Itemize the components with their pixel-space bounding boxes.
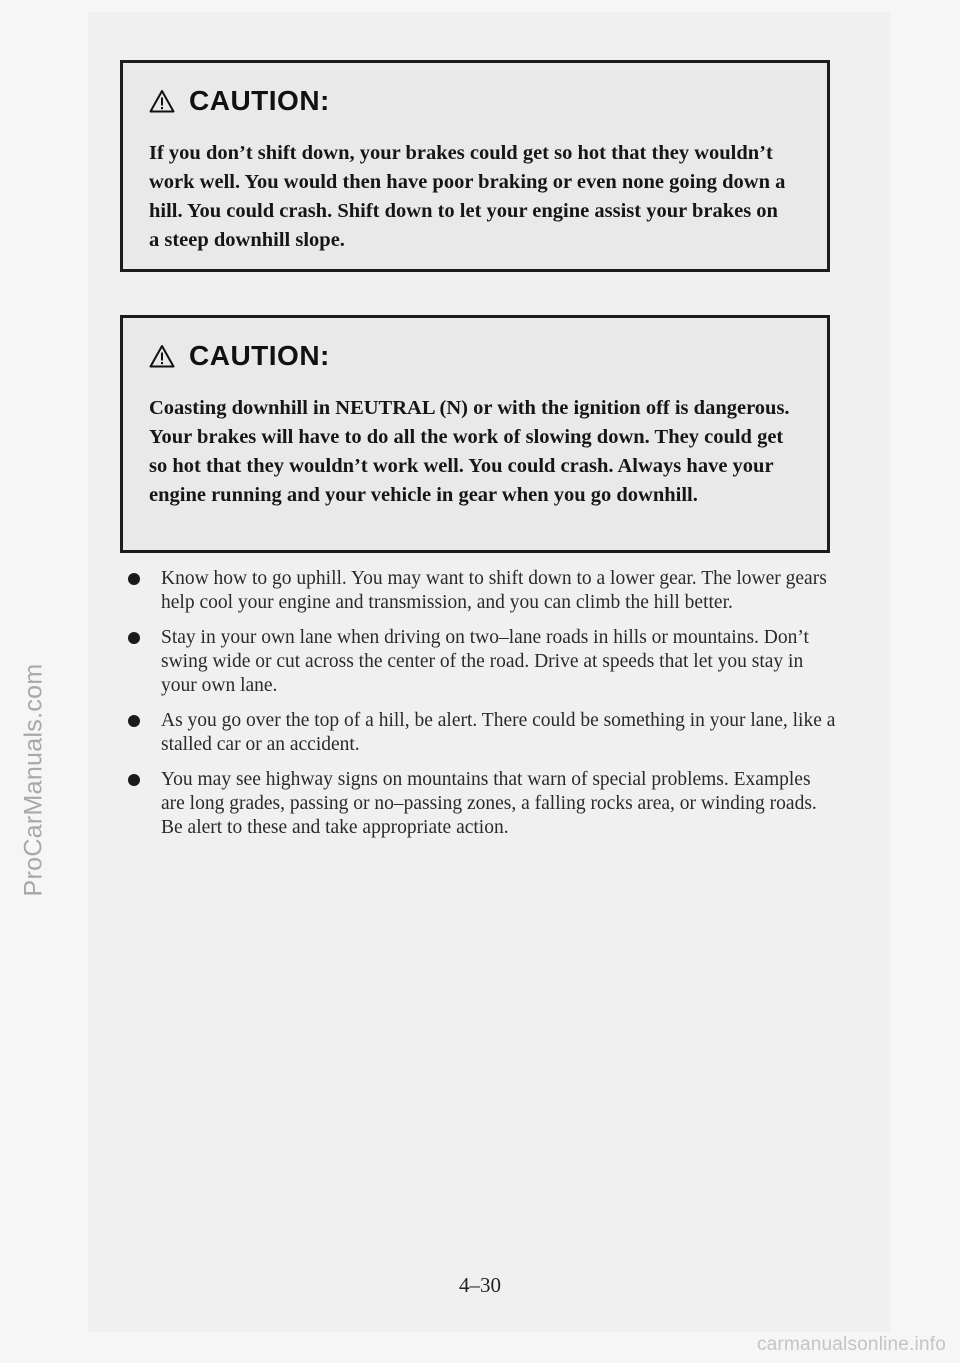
list-item — [128, 709, 838, 757]
bullet-icon — [128, 573, 140, 585]
list-item — [128, 626, 838, 698]
list-item-text: You may see highway signs on mountains that warn of special problems. Examples are long grades, passing or no–passing zones, a falling rocks area, or winding roads. Be alert to these and take appropriate action. — [161, 769, 817, 838]
caution-box-shift-down — [120, 60, 830, 272]
caution-text: Coasting downhill in NEUTRAL (N) or with the ignition off is dangerous. Your brakes will have to do all the work of slowing down. They could get so hot that they wouldn’t work well. You could crash. Always have your engine running and your vehicle in gear when you go downhill. — [149, 397, 790, 506]
side-watermark: ProCarManuals.com — [19, 663, 48, 897]
list-item — [128, 567, 838, 615]
caution-title: CAUTION: — [189, 85, 330, 116]
warning-triangle-icon — [149, 344, 175, 368]
bullet-icon — [128, 774, 140, 786]
list-item-text: As you go over the top of a hill, be alert. There could be something in your lane, like a stalled car or an accident. — [161, 710, 836, 755]
caution-header — [149, 340, 330, 372]
list-item-text: Know how to go uphill. You may want to shift down to a lower gear. The lower gears help cool your engine and transmission, and you can climb the hill better. — [161, 568, 827, 613]
warning-triangle-icon — [149, 89, 175, 113]
list-item-text: Stay in your own lane when driving on two–lane roads in hills or mountains. Don’t swing wide or cut across the center of the road. Drive at speeds that let you stay in your own lane. — [161, 627, 809, 696]
list-item — [128, 768, 838, 840]
caution-box-coasting — [120, 315, 830, 553]
bullet-icon — [128, 715, 140, 727]
footer-watermark: carmanualsonline.info — [756, 1334, 946, 1355]
caution-header — [149, 85, 330, 117]
bullet-icon — [128, 632, 140, 644]
page-number: 4–30 — [459, 1273, 501, 1297]
caution-text: If you don’t shift down, your brakes could get so hot that they wouldn’t work well. You would then have poor braking or even none going down a hill. You could crash. Shift down to let your engine assist your brakes on a steep downhill slope. — [149, 142, 786, 251]
driving-tips-list — [128, 567, 838, 851]
caution-title: CAUTION: — [189, 340, 330, 371]
